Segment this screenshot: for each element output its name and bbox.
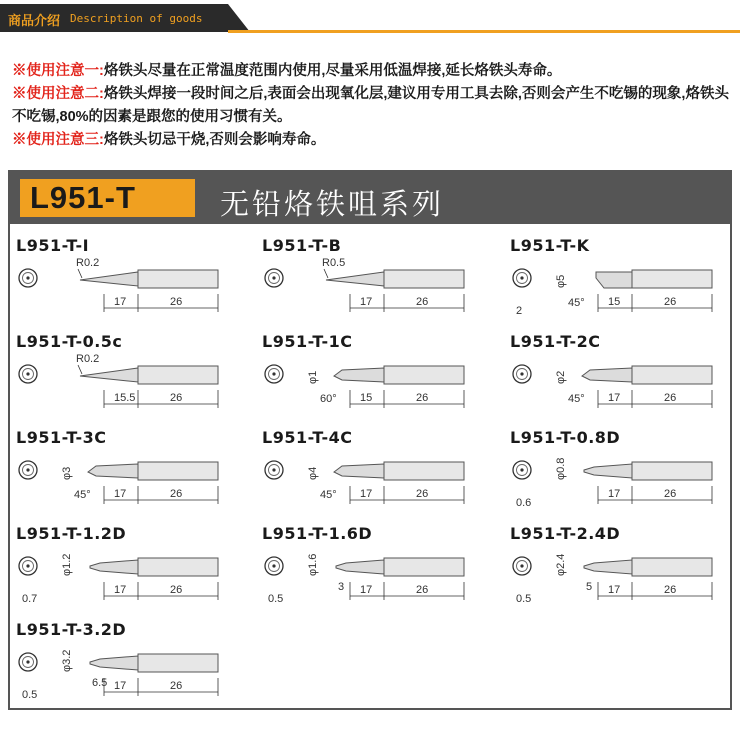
tip-drawing [262, 546, 482, 612]
tip-drawing [510, 354, 730, 420]
tip-diameter-label: φ4 [307, 466, 319, 480]
tip-model-name: L951-T-I [16, 236, 90, 255]
series-panel [8, 170, 732, 710]
tip-flat-length-label: 6.5 [92, 677, 108, 689]
tip-face-size: 2 [516, 305, 523, 317]
tip-model-name: L951-T-1.2D [16, 524, 127, 543]
note-3 [12, 129, 734, 152]
tip-card [510, 332, 732, 422]
tip-model-name: L951-T-2C [510, 332, 601, 351]
tip-drawing [16, 258, 236, 324]
tip-diameter-label: φ1.6 [307, 553, 319, 576]
tip-end-view-icon [19, 557, 37, 575]
tip-drawing [262, 258, 482, 324]
tip-length-seg2: 26 [170, 488, 183, 500]
tip-angle-label: 60° [320, 393, 337, 405]
tip-end-view-icon [513, 365, 531, 383]
tip-diameter-label: φ1.2 [61, 553, 73, 576]
note-label: ※使用注意三: [12, 132, 104, 148]
tip-diameter-label: φ0.8 [555, 457, 567, 480]
tip-end-view-icon [513, 557, 531, 575]
tip-card [262, 236, 484, 326]
tip-model-name: L951-T-2.4D [510, 524, 621, 543]
tip-end-view-icon [19, 461, 37, 479]
model-label: L951-T [30, 180, 136, 215]
tip-face-size: 0.6 [516, 497, 532, 509]
note-1 [12, 60, 734, 83]
tip-card [262, 332, 484, 422]
banner-subtitle: Description of goods [70, 12, 203, 25]
tip-end-view-icon [19, 653, 37, 671]
tip-card [510, 236, 732, 326]
tip-face-size: 0.7 [22, 593, 38, 605]
tip-diameter-label: φ5 [555, 274, 567, 288]
tip-body [90, 558, 218, 576]
tip-end-view-icon [265, 365, 283, 383]
tip-length-seg1: 17 [608, 392, 621, 404]
tip-length-seg2: 26 [170, 584, 183, 596]
tip-length-seg1: 17 [608, 488, 621, 500]
tip-length-seg1: 15 [608, 296, 621, 308]
tip-card [16, 620, 238, 710]
tip-end-view-icon [265, 269, 283, 287]
tip-end-view-icon [265, 557, 283, 575]
tip-length-seg1: 15.5 [114, 392, 136, 404]
tip-length-seg1: 17 [114, 488, 127, 500]
tip-length-seg2: 26 [170, 680, 183, 692]
tip-length-seg2: 26 [170, 392, 183, 404]
note-text: 烙铁头尽量在正常温度范围内使用,尽量采用低温焊接,延长烙铁头寿命。 [103, 63, 562, 79]
tip-radius-label: R0.5 [322, 257, 346, 269]
header-banner [0, 0, 740, 36]
tip-body [334, 462, 464, 480]
tip-radius-leader [324, 269, 328, 278]
tip-length-seg2: 26 [170, 296, 183, 308]
tip-model-name: L951-T-1.6D [262, 524, 373, 543]
tip-radius-label: R0.2 [76, 353, 100, 365]
tip-angle-label: 45° [74, 489, 91, 501]
tip-diameter-label: φ3.2 [61, 649, 73, 672]
tip-end-view-icon [19, 365, 37, 383]
tip-card [16, 524, 238, 614]
tip-angle-label: 45° [320, 489, 337, 501]
tip-radius-leader [78, 365, 82, 374]
series-header [10, 172, 730, 224]
tip-body [584, 462, 712, 480]
tip-drawing [262, 450, 482, 516]
tip-body [582, 366, 712, 384]
tip-flat-length-label: 3 [338, 581, 345, 593]
tip-angle-label: 45° [568, 393, 585, 405]
tip-face-size: 0.5 [516, 593, 532, 605]
tip-end-view-icon [19, 269, 37, 287]
tip-body [80, 366, 218, 384]
tip-drawing [16, 450, 236, 516]
tip-body [336, 558, 464, 576]
tip-model-name: L951-T-B [262, 236, 342, 255]
tip-end-view-icon [513, 461, 531, 479]
banner-title: 商品介绍 [8, 13, 61, 28]
tip-drawing [16, 642, 236, 708]
tip-length-seg1: 17 [114, 680, 127, 692]
tip-end-view-icon [265, 461, 283, 479]
tip-model-name: L951-T-3.2D [16, 620, 127, 639]
tip-model-name: L951-T-0.5c [16, 332, 123, 351]
tip-drawing [16, 354, 236, 420]
tip-drawing [16, 546, 236, 612]
tip-length-seg2: 26 [664, 584, 677, 596]
tip-length-seg2: 26 [416, 392, 429, 404]
tip-model-name: L951-T-3C [16, 428, 107, 447]
tip-end-view-icon [513, 269, 531, 287]
tip-body [326, 270, 464, 288]
tip-diameter-label: φ3 [61, 466, 73, 480]
tip-drawing [510, 450, 730, 516]
tip-body [90, 654, 218, 672]
tip-model-name: L951-T-4C [262, 428, 353, 447]
tip-diameter-label: φ2 [555, 370, 567, 384]
tip-length-seg2: 26 [416, 488, 429, 500]
tip-length-seg2: 26 [416, 584, 429, 596]
tip-length-seg2: 26 [664, 392, 677, 404]
tip-card [262, 428, 484, 518]
tip-length-seg1: 17 [114, 296, 127, 308]
tip-flat-length-label: 5 [586, 581, 593, 593]
tip-card [16, 428, 238, 518]
tip-card [510, 428, 732, 518]
note-text: 烙铁头切忌干烧,否则会影响寿命。 [103, 132, 326, 148]
note-text: 烙铁头焊接一段时间之后,表面会出现氧化层,建议用专用工具去除,否则会产生不吃锡的现象,烙铁头不吃锡,80%的因素是跟您的使用习惯有关。 [12, 86, 729, 125]
tip-body [334, 366, 464, 384]
tip-radius-label: R0.2 [76, 257, 100, 269]
tip-drawing [262, 354, 482, 420]
tip-model-name: L951-T-K [510, 236, 590, 255]
tip-length-seg2: 26 [664, 296, 677, 308]
tip-length-seg2: 26 [664, 488, 677, 500]
tip-card [262, 524, 484, 614]
tip-model-name: L951-T-0.8D [510, 428, 621, 447]
series-title: 无铅烙铁咀系列 [220, 189, 445, 221]
tip-card [16, 236, 238, 326]
note-label: ※使用注意一: [12, 63, 104, 79]
tip-length-seg1: 17 [360, 488, 373, 500]
tip-length-seg1: 17 [360, 296, 373, 308]
tip-body [596, 270, 712, 288]
tip-drawing [510, 546, 730, 612]
tip-body [88, 462, 218, 480]
tip-length-seg1: 17 [114, 584, 127, 596]
usage-notes [12, 60, 734, 152]
tip-face-size: 0.5 [22, 689, 38, 701]
tip-drawing [510, 258, 730, 324]
tip-diameter-label: φ2.4 [555, 553, 567, 576]
note-label: ※使用注意二: [12, 86, 104, 102]
tip-radius-leader [78, 269, 82, 278]
tip-diameter-label: φ1 [307, 370, 319, 384]
banner-accent-stripe [228, 30, 740, 33]
tip-body [584, 558, 712, 576]
tip-card [16, 332, 238, 422]
tip-face-size: 0.5 [268, 593, 284, 605]
tip-body [80, 270, 218, 288]
tip-length-seg1: 17 [608, 584, 621, 596]
tip-length-seg1: 17 [360, 584, 373, 596]
tip-angle-label: 45° [568, 297, 585, 309]
tip-card [510, 524, 732, 614]
tip-length-seg2: 26 [416, 296, 429, 308]
tip-length-seg1: 15 [360, 392, 373, 404]
tip-model-name: L951-T-1C [262, 332, 353, 351]
note-2 [12, 83, 734, 129]
